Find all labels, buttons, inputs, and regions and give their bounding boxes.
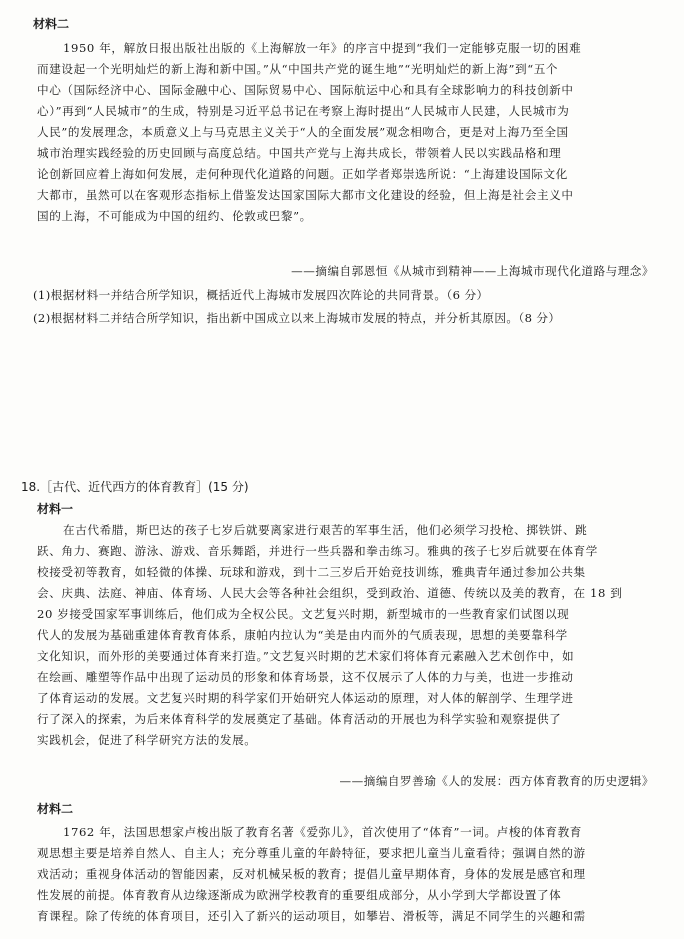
text-line: 戏活动；重视身体活动的智能因素，反对机械呆板的教育；提倡儿童早期体育，身体的发展是感官和理 bbox=[37, 867, 586, 881]
text-line: 1950 年，解放日报出版社出版的《上海解放一年》的序言中提到“我们一定能够克服一切的困难 bbox=[63, 41, 582, 55]
material-one-source: ——摘编自罗善瑜《人的发展：西方体育教育的历史逻辑》 bbox=[339, 774, 654, 788]
text-line: 育课程。除了传统的体育项目，还引入了新兴的运动项目，如攀岩、滑板等，满足不同学生的兴趣和需 bbox=[37, 909, 586, 923]
text-line: 文化知识，而外形的美要通过体育来打造。”文艺复兴时期的艺术家们将体育元素融入艺术创作中，如 bbox=[37, 649, 575, 663]
material-two-body bbox=[37, 38, 652, 227]
material-two-q18-body bbox=[37, 822, 652, 927]
material-one-body bbox=[37, 520, 652, 751]
text-line: 跃、角力、赛跑、游泳、游戏、音乐舞蹈，并进行一些兵器和拳击练习。雅典的孩子七岁后就要在体育学 bbox=[37, 544, 598, 558]
text-line: 代人的发展为基础重建体育教育体系，康帕内拉认为“美是由内而外的气质表现，思想的美要靠科学 bbox=[37, 628, 568, 642]
text-line: 实践机会，促进了科学研究方法的发展。 bbox=[37, 733, 257, 747]
text-line: 会、庆典、法庭、神庙、体育场、人民大会等各种社会组织，受到政治、道德、传统以及美的教育，在 18 到 bbox=[37, 586, 623, 600]
text-line: 人民”的发展理念，本质意义上与马克思主义关于“人的全面发展”观念相吻合，更是对上海乃至全国 bbox=[37, 125, 569, 139]
text-line: 论创新回应着上海如何发展，走何种现代化道路的问题。正如学者郑崇选所说：“上海建设国际文化 bbox=[37, 167, 568, 181]
text-line: 大都市，虽然可以在客观形态指标上借鉴发达国家国际大都市文化建设的经验，但上海是社会主义中 bbox=[37, 188, 574, 202]
text-line: 行了深入的探索，为后来体育科学的发展奠定了基础。体育活动的开展也为科学实验和观察提供了 bbox=[37, 712, 562, 726]
text-line: 而建设起一个光明灿烂的新上海和新中国。”从“中国共产党的诞生地”“光明灿烂的新上海”到“五个 bbox=[37, 62, 559, 76]
text-line: 在古代希腊，斯巴达的孩子七岁后就要离家进行艰苦的军事生活，他们必须学习投枪、掷铁饼、跳 bbox=[63, 523, 588, 537]
material-two-heading-q18: 材料二 bbox=[37, 802, 74, 816]
text-line: 观思想主要是培养自然人、自主人；充分尊重儿童的年龄特征，要求把儿童当儿童看待；强调自然的游 bbox=[37, 846, 586, 860]
text-line: 国的上海，不可能成为中国的纽约、伦敦或巴黎”。 bbox=[37, 209, 312, 223]
material-two-source: ——摘编自郭恩恒《从城市到精神——上海城市现代化道路与理念》 bbox=[291, 264, 654, 278]
text-line: 城市治理实践经验的历史回顾与高度总结。中国共产党与上海共成长，带领着人民以实践品格和理 bbox=[37, 146, 562, 160]
text-line: 了体育运动的发展。文艺复兴时期的科学家们开始研究人体运动的原理，对人体的解剖学、生理学进 bbox=[37, 691, 574, 705]
text-line: 心）”再到“人民城市”的生成，特别是习近平总书记在考察上海时提出“人民城市人民建，人民城市为 bbox=[37, 104, 570, 118]
text-line: 1762 年，法国思想家卢梭出版了教育名著《爱弥儿》，首次使用了“体育”一词。卢梭的体育教育 bbox=[63, 825, 583, 839]
text-line: 校接受初等教育，如轻微的体操、玩球和游戏，到十二三岁后开始竞技训练，雅典青年通过参加公共集 bbox=[37, 565, 586, 579]
text-line: 性发展的前提。体育教育从边缘逐渐成为欧洲学校教育的重要组成部分，从小学到大学都设置了体 bbox=[37, 888, 562, 902]
material-two-heading: 材料二 bbox=[33, 17, 70, 31]
text-line: 中心（国际经济中心、国际金融中心、国际贸易中心、国际航运中心和具有全球影响力的科技创新中 bbox=[37, 83, 574, 97]
question-2: (2)根据材料二并结合所学知识，指出新中国成立以来上海城市发展的特点，并分析其原因。（8 分） bbox=[33, 311, 561, 325]
material-one-heading: 材料一 bbox=[37, 502, 74, 516]
question-1: (1)根据材料一并结合所学知识，概括近代上海城市发展四次阵论的共同背景。（6 分） bbox=[33, 288, 489, 302]
text-line: 在绘画、雕塑等作品中出现了运动员的形象和体育场景，这不仅展示了人体的力与美，也进一步推动 bbox=[37, 670, 574, 684]
question-18-title: 18.［古代、近代西方的体育教育］(15 分) bbox=[21, 480, 249, 494]
text-line: 20 岁接受国家军事训练后，他们成为全权公民。文艺复兴时期，新型城市的一些教育家们试图以现 bbox=[37, 607, 570, 621]
